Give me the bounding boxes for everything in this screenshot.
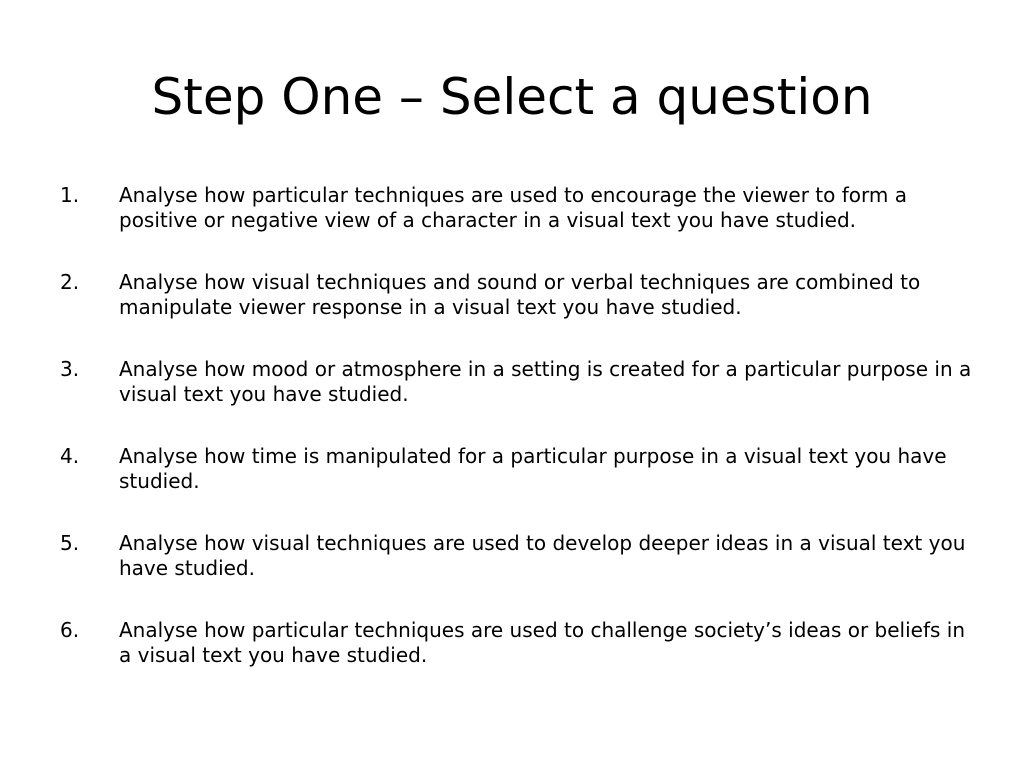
item-text: Analyse how particular techniques are used to encourage the viewer to form a positive or negative view of a character in a visual text you have studied. — [119, 183, 907, 232]
item-text: Analyse how time is manipulated for a particular purpose in a visual text you have studied. — [119, 444, 947, 493]
list-item — [60, 183, 980, 233]
item-number: 3. — [60, 357, 80, 381]
item-text: Analyse how visual techniques and sound or verbal techniques are combined to manipulate viewer response in a visual text you have studied. — [119, 270, 921, 319]
list-item — [60, 531, 980, 581]
list-item — [60, 618, 980, 668]
item-number: 2. — [60, 270, 80, 294]
item-text: Analyse how mood or atmosphere in a setting is created for a particular purpose in a visual text you have studied. — [119, 357, 972, 406]
list-item — [60, 357, 980, 407]
slide-title: Step One – Select a question — [151, 68, 873, 126]
item-text: Analyse how visual techniques are used to develop deeper ideas in a visual text you have studied. — [119, 531, 966, 580]
item-text: Analyse how particular techniques are used to challenge society’s ideas or beliefs in a visual text you have studied. — [119, 618, 966, 667]
item-number: 4. — [60, 444, 80, 468]
item-number: 5. — [60, 531, 80, 555]
list-item — [60, 270, 980, 320]
item-number: 6. — [60, 618, 80, 642]
list-item — [60, 444, 980, 494]
question-list — [60, 183, 980, 705]
item-number: 1. — [60, 183, 80, 207]
